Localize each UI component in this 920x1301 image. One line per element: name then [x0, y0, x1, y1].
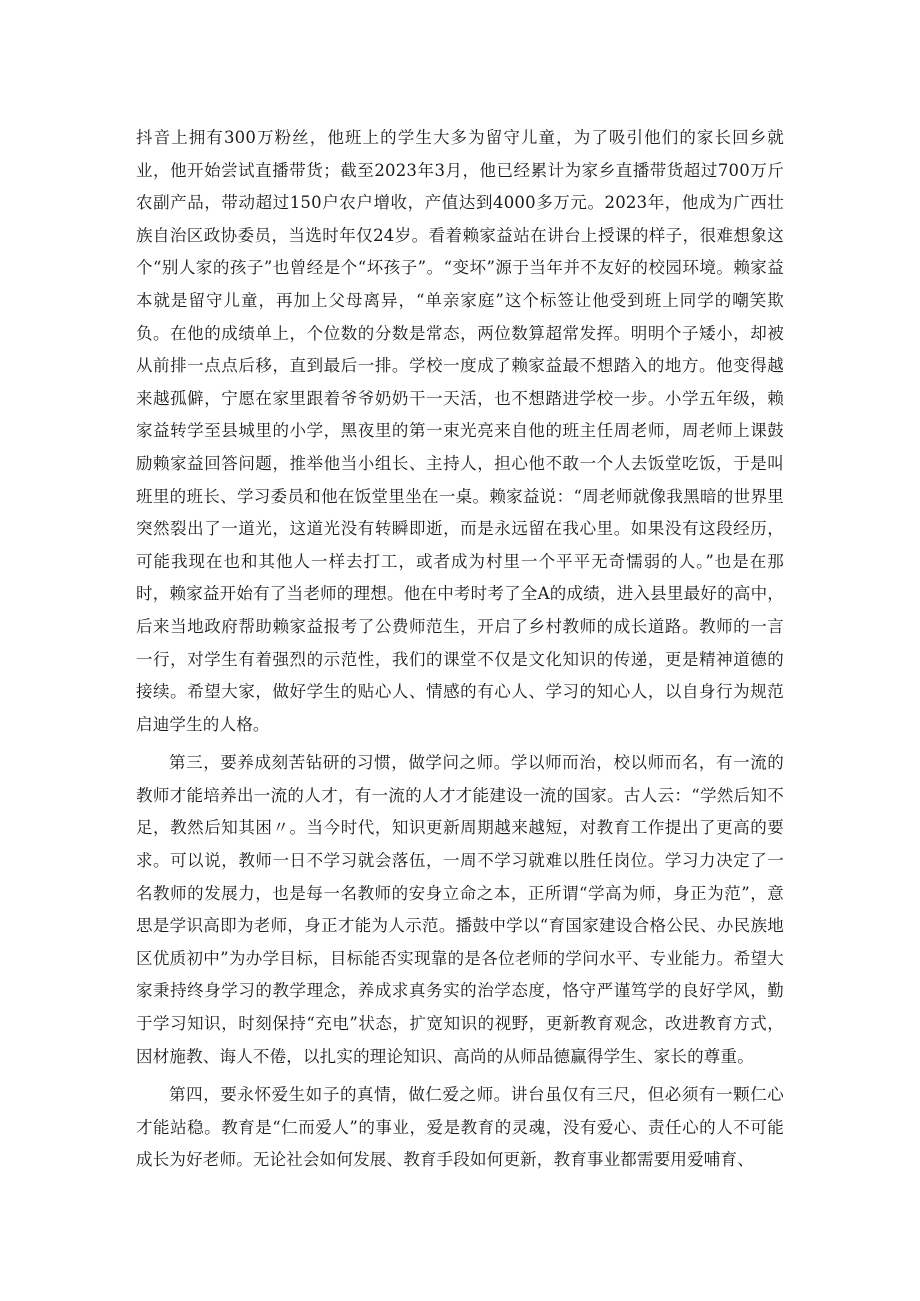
paragraph-third-point: 第三，要养成刻苦钻研的习惯，做学问之师。学以师而治，校以师而名，有一流的教师才能培养出一流的人才，有一流的人才才能建设一流的国家。古人云：“学然后知不足，教然后知其困〃。当今时代，知识更新周期越来越短，对教育工作提出了更高的要求。可以说，教师一日不学习就会落伍，一周不学习就难以胜任岗位。学习力决定了一名教师的发展力，也是每一名教师的安身立命之本，正所谓“学高为师，身正为范”，意思是学识高即为老师，身正才能为人示范。播鼓中学以“育国家建设合格公民、办民族地区优质初中”为办学目标，目标能否实现靠的是各位老师的学问水平、专业能力。希望大家秉持终身学习的教学理念，养成求真务实的治学态度，恪守严谨笃学的良好学风，勤于学习知识，时刻保持“充电”状态，扩宽知识的视野，更新教育观念，改进教育方式，因材施教、诲人不倦，以扎实的理论知识、高尚的从师品德赢得学生、家长的尊重。	[136, 753, 784, 1066]
document-body	[136, 122, 784, 1177]
paragraph-fourth-point: 第四，要永怀爱生如子的真情，做仁爱之师。讲台虽仅有三尺，但必须有一颗仁心才能站稳。教育是“仁而爱人”的事业，爱是教育的灵魂，没有爱心、责任心的人不可能成长为好老师。无论社会如何发展、教育手段如何更新，教育事业都需要用爱哺育、	[136, 1085, 784, 1170]
paragraph-continuation: 抖音上拥有300万粉丝，他班上的学生大多为留守儿童，为了吸引他们的家长回乡就业，他开始尝试直播带货；截至2023年3月，他已经累计为家乡直播带货超过700万斤农副产品，带动超过150户农户增收，产值达到4000多万元。2023年，他成为广西壮族自治区政协委员，当选时年仅24岁。看着赖家益站在讲台上授课的样子，很难想象这个“别人家的孩子”也曾经是个“坏孩子”。“变坏”源于当年并不友好的校园环境。赖家益本就是留守儿童，再加上父母离异，“单亲家庭”这个标签让他受到班上同学的嘲笑欺负。在他的成绩单上，个位数的分数是常态，两位数算超常发挥。明明个子矮小，却被从前排一点点后移，直到最后一排。学校一度成了赖家益最不想踏入的地方。他变得越来越孤僻，宁愿在家里跟着爷爷奶奶干一天活，也不想踏进学校一步。小学五年级，赖家益转学至县城里的小学，黑夜里的第一束光亮来自他的班主任周老师，周老师上课鼓励赖家益回答问题，推举他当小组长、主持人，担心他不敢一个人去饭堂吃饭，于是叫班里的班长、学习委员和他在饭堂里坐在一桌。赖家益说：“周老师就像我黑暗的世界里突然裂出了一道光，这道光没有转瞬即逝，而是永远留在我心里。如果没有这段经历，可能我现在也和其他人一样去打工，或者成为村里一个平平无奇懦弱的人。”也是在那时，赖家益开始有了当老师的理想。他在中考时考了全A的成绩，进入县里最好的高中，后来当地政府帮助赖家益报考了公费师范生，开启了乡村教师的成长道路。教师的一言一行，对学生有着强烈的示范性，我们的课堂不仅是文化知识的传递，更是精神道德的接续。希望大家，做好学生的贴心人、情感的有心人、学习的知心人，以自身行为规范启迪学生的人格。	[136, 128, 784, 734]
